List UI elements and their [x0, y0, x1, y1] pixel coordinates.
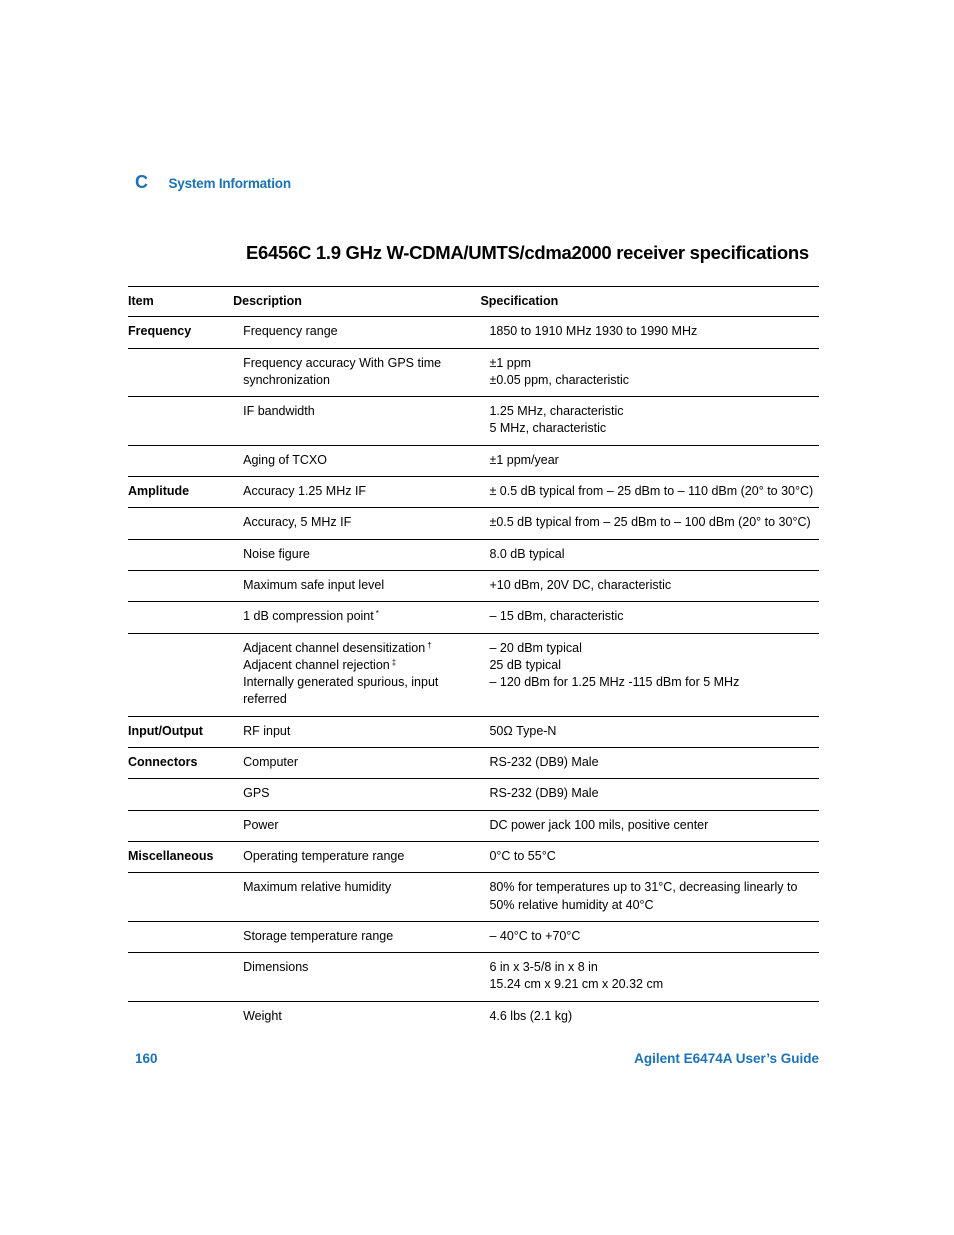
item-cell: [128, 633, 233, 716]
description-line: [243, 323, 480, 340]
specification-line: ±0.05 ppm, characteristic: [489, 372, 630, 387]
specification-line: 0°C to 55°C: [489, 848, 556, 863]
specification-line: 6 in x 3-5/8 in x 8 in: [489, 960, 598, 975]
description-line: [243, 723, 480, 740]
table-row: [128, 873, 819, 922]
item-cell: [128, 397, 233, 446]
table-row: [128, 921, 819, 952]
section-title: System Information: [168, 176, 291, 191]
item-cell: [128, 445, 233, 476]
table-row: [128, 779, 819, 810]
description-cell: [233, 716, 480, 747]
specification-line: 50Ω Type-N: [489, 723, 557, 738]
description-line: [243, 483, 480, 500]
specification-cell: [480, 921, 819, 952]
description-text: Aging of TCXO: [243, 452, 327, 467]
description-text: Accuracy, 5 MHz IF: [243, 515, 352, 530]
description-line: [243, 355, 480, 372]
specification-line: 4.6 lbs (2.1 kg): [489, 1008, 573, 1023]
appendix-letter: C: [135, 172, 148, 192]
page-number: 160: [135, 1051, 158, 1066]
description-text: referred: [243, 692, 287, 707]
column-header-item: Item: [128, 294, 154, 308]
description-text: RF input: [243, 723, 291, 738]
specification-line: ±1 ppm: [489, 355, 532, 370]
table-row: [128, 602, 819, 633]
specification-line: 25 dB typical: [489, 657, 562, 672]
table-row: [128, 841, 819, 872]
specification-cell: [480, 539, 819, 570]
description-line: [243, 691, 480, 708]
table-row: [128, 633, 819, 716]
item-cell: [128, 873, 233, 922]
specification-line: – 40°C to +70°C: [489, 928, 581, 943]
table-row: [128, 810, 819, 841]
footnote-marker: ‡: [391, 657, 397, 667]
item-cell: [128, 602, 233, 633]
item-cell: [128, 348, 233, 397]
table-body: [128, 317, 819, 1032]
specification-line: 50% relative humidity at 40°C: [489, 897, 654, 912]
description-cell: [233, 810, 480, 841]
specification-line: RS-232 (DB9) Male: [489, 755, 599, 770]
table-row: [128, 570, 819, 601]
table-row: [128, 348, 819, 397]
column-header-description: Description: [233, 294, 302, 308]
description-cell: [233, 508, 480, 539]
item-cell: Input/Output: [128, 723, 203, 738]
description-cell: [233, 779, 480, 810]
description-cell: [233, 633, 480, 716]
specification-cell: [480, 779, 819, 810]
specification-cell: [480, 570, 819, 601]
description-text: Adjacent channel desensitization: [243, 640, 426, 655]
description-cell: [233, 477, 480, 508]
description-text: Internally generated spurious, input: [243, 675, 439, 690]
item-cell: [128, 508, 233, 539]
description-line: [243, 546, 480, 563]
description-text: Accuracy 1.25 MHz IF: [243, 484, 367, 499]
spec-table: [128, 286, 819, 1032]
item-cell: [128, 779, 233, 810]
item-cell: [128, 953, 233, 1002]
description-text: IF bandwidth: [243, 404, 315, 419]
description-line: [243, 817, 480, 834]
table-row: [128, 953, 819, 1002]
description-line: [243, 785, 480, 802]
description-text: Maximum safe input level: [243, 577, 385, 592]
specification-line: – 20 dBm typical: [489, 640, 582, 655]
description-cell: [233, 348, 480, 397]
specification-cell: [480, 508, 819, 539]
item-cell: [128, 539, 233, 570]
running-header: [135, 172, 291, 193]
specification-cell: [480, 716, 819, 747]
description-line: [243, 403, 480, 420]
description-text: GPS: [243, 786, 270, 801]
description-line: [243, 848, 480, 865]
specification-cell: [480, 873, 819, 922]
specification-cell: [480, 1001, 819, 1032]
table-row: [128, 477, 819, 508]
description-text: Maximum relative humidity: [243, 880, 392, 895]
specification-cell: [480, 748, 819, 779]
description-line: [243, 452, 480, 469]
item-cell: [128, 1001, 233, 1032]
specification-line: 1.25 MHz, characteristic: [489, 404, 624, 419]
description-text: Power: [243, 817, 279, 832]
specification-cell: [480, 953, 819, 1002]
description-line: [243, 674, 480, 691]
description-cell: [233, 1001, 480, 1032]
description-line: [243, 514, 480, 531]
guide-title: Agilent E6474A User’s Guide: [634, 1051, 819, 1066]
specification-cell: [480, 841, 819, 872]
specification-line: – 15 dBm, characteristic: [489, 609, 624, 624]
description-text: Frequency range: [243, 324, 338, 339]
specification-cell: [480, 445, 819, 476]
specification-line: 1850 to 1910 MHz 1930 to 1990 MHz: [489, 324, 698, 339]
description-line: [243, 657, 480, 674]
specification-cell: [480, 317, 819, 348]
specification-line: 8.0 dB typical: [489, 546, 565, 561]
description-text: 1 dB compression point: [243, 609, 374, 624]
item-cell: Frequency: [128, 324, 192, 339]
description-text: Storage temperature range: [243, 928, 394, 943]
description-cell: [233, 445, 480, 476]
description-line: [243, 608, 480, 625]
description-line: [243, 577, 480, 594]
specification-line: ± 0.5 dB typical from – 25 dBm to – 110 dBm (20° to 30°C): [489, 484, 814, 499]
table-row: [128, 748, 819, 779]
description-cell: [233, 570, 480, 601]
description-cell: [233, 317, 480, 348]
specification-cell: [480, 602, 819, 633]
description-cell: [233, 841, 480, 872]
description-line: [243, 1008, 480, 1025]
specification-cell: [480, 810, 819, 841]
table-row: [128, 716, 819, 747]
table-header-row: [128, 287, 819, 317]
specification-line: ±0.5 dB typical from – 25 dBm to – 100 dBm (20° to 30°C): [489, 515, 811, 530]
item-cell: Miscellaneous: [128, 848, 214, 863]
description-line: [243, 640, 480, 657]
description-cell: [233, 873, 480, 922]
description-text: Operating temperature range: [243, 848, 405, 863]
item-cell: Amplitude: [128, 484, 190, 499]
item-cell: [128, 570, 233, 601]
specification-cell: [480, 477, 819, 508]
table-row: [128, 1001, 819, 1032]
specification-line: 80% for temperatures up to 31°C, decreasing linearly to: [489, 880, 798, 895]
specification-line: 5 MHz, characteristic: [489, 421, 607, 436]
description-cell: [233, 397, 480, 446]
page-title: E6456C 1.9 GHz W-CDMA/UMTS/cdma2000 receiver specifications: [246, 242, 809, 263]
description-text: synchronization: [243, 372, 330, 387]
description-cell: [233, 921, 480, 952]
table-row: [128, 397, 819, 446]
specification-line: 15.24 cm x 9.21 cm x 20.32 cm: [489, 977, 664, 992]
table-row: [128, 445, 819, 476]
specification-cell: [480, 348, 819, 397]
description-text: Dimensions: [243, 960, 309, 975]
description-text: Weight: [243, 1008, 282, 1023]
table-row: [128, 317, 819, 348]
description-cell: [233, 953, 480, 1002]
footnote-marker: *: [375, 609, 379, 619]
item-cell: [128, 810, 233, 841]
description-cell: [233, 748, 480, 779]
specification-cell: [480, 633, 819, 716]
specification-cell: [480, 397, 819, 446]
specification-line: ±1 ppm/year: [489, 452, 559, 467]
description-line: [243, 928, 480, 945]
specification-line: – 120 dBm for 1.25 MHz -115 dBm for 5 MHz: [489, 675, 740, 690]
item-cell: Connectors: [128, 755, 198, 770]
specification-line: DC power jack 100 mils, positive center: [489, 817, 709, 832]
column-header-specification: Specification: [480, 294, 559, 308]
item-cell: [128, 921, 233, 952]
specification-line: RS-232 (DB9) Male: [489, 786, 599, 801]
description-line: [243, 372, 480, 389]
description-cell: [233, 539, 480, 570]
footnote-marker: †: [427, 640, 432, 650]
table-row: [128, 508, 819, 539]
description-line: [243, 959, 480, 976]
description-cell: [233, 602, 480, 633]
description-line: [243, 879, 480, 896]
table-row: [128, 539, 819, 570]
description-text: Computer: [243, 755, 298, 770]
description-text: Adjacent channel rejection: [243, 657, 390, 672]
specification-line: +10 dBm, 20V DC, characteristic: [489, 577, 672, 592]
description-text: Frequency accuracy With GPS time: [243, 355, 442, 370]
description-line: [243, 754, 480, 771]
description-text: Noise figure: [243, 546, 310, 561]
